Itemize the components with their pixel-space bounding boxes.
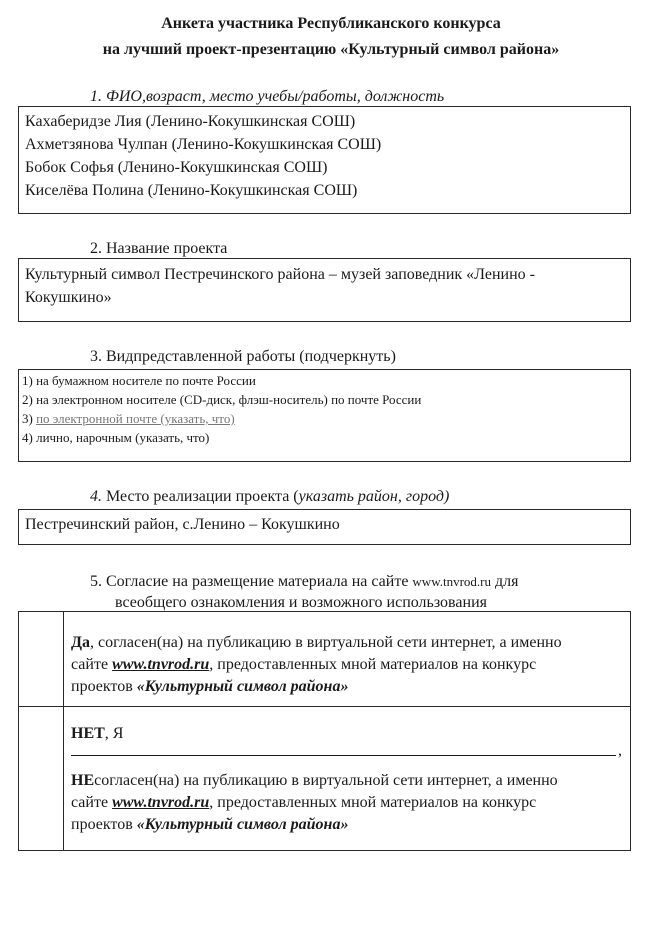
form-title-line-2: на лучший проект-презентацию «Культурный символ района» bbox=[102, 41, 560, 58]
form-title-line-1: Анкета участника Республиканского конкурса bbox=[161, 15, 501, 32]
section-2-heading: 2. Название проекта bbox=[90, 240, 228, 257]
project-name-line-2: Кокушкино» bbox=[25, 289, 112, 306]
consent-marker-column bbox=[63, 612, 64, 850]
section-5-heading-text: 5. Согласие на размещение материала на сайте bbox=[90, 573, 413, 590]
section-5-site: www.tnvrod.ru bbox=[412, 574, 492, 589]
work-type-option-1: 1) на бумажном носителе по почте России bbox=[22, 373, 256, 388]
consent-name-line[interactable] bbox=[71, 755, 616, 756]
consent-no-lead: НЕТ bbox=[71, 725, 105, 742]
section-4-heading-italic: указать район, город) bbox=[298, 488, 450, 505]
participants-box bbox=[18, 106, 631, 214]
consent-yes-line-3 bbox=[71, 676, 626, 698]
consent-yes-lead: Да bbox=[71, 634, 91, 651]
consent-no-line-1 bbox=[71, 770, 626, 792]
work-type-box bbox=[18, 369, 631, 462]
consent-no-contest: «Культурный символ района» bbox=[136, 816, 349, 833]
work-type-option-3 bbox=[19, 409, 630, 428]
consent-no-line-2-a: сайте bbox=[71, 794, 113, 811]
consent-no-comma: , bbox=[618, 742, 622, 759]
consent-no-lead-rest: , Я bbox=[104, 725, 124, 742]
consent-yes-line-1 bbox=[71, 632, 626, 654]
work-type-option-4: 4) лично, нарочным (указать, что) bbox=[22, 430, 210, 445]
consent-yes-contest: «Культурный символ района» bbox=[136, 678, 349, 695]
section-4-heading-main: Место реализации проекта ( bbox=[102, 488, 299, 505]
consent-no-site-link[interactable]: www.tnvrod.ru bbox=[112, 794, 210, 811]
consent-table bbox=[18, 611, 631, 851]
section-3-heading: 3. Видпредставленной работы (подчеркнуть) bbox=[90, 348, 396, 365]
section-4-number: 4. bbox=[90, 488, 102, 505]
consent-yes-line-2-a: сайте bbox=[71, 656, 113, 673]
consent-no-lead-line bbox=[71, 723, 626, 745]
consent-yes-site-link[interactable]: www.tnvrod.ru bbox=[112, 656, 210, 673]
project-name-box bbox=[18, 258, 631, 322]
section-5-heading-line-1 bbox=[90, 572, 519, 592]
work-type-option-2: 2) на электронном носителе (CD-диск, флэш-носитель) по почте России bbox=[22, 392, 422, 407]
consent-yes-line-2 bbox=[71, 654, 626, 676]
consent-yes-line-2-b: , предоставленных мной материалов на конкурс bbox=[209, 656, 537, 673]
location-value: Пестречинский район, с.Ленино – Кокушкино bbox=[25, 516, 340, 533]
project-name-line-1: Культурный символ Пестречинского района – музей заповедник «Ленино - bbox=[25, 266, 536, 283]
section-5-heading-line-2: всеобщего ознакомления и возможного использования bbox=[115, 594, 487, 611]
consent-no-lead-2: НЕ bbox=[71, 772, 95, 789]
consent-row-divider bbox=[19, 706, 630, 707]
participant-3: Бобок Софья (Ленино-Кокушкинская СОШ) bbox=[25, 159, 328, 176]
consent-no-line-2 bbox=[71, 792, 626, 814]
consent-no-line-3-a: проектов bbox=[71, 816, 137, 833]
work-type-option-3-underlined: по электронной почте (указать, что) bbox=[36, 411, 235, 426]
consent-yes-line-3-a: проектов bbox=[71, 678, 137, 695]
section-1-heading: 1. ФИО,возраст, место учебы/работы, должность bbox=[90, 88, 445, 105]
section-5-heading-tail: для bbox=[491, 573, 519, 590]
participant-4: Киселёва Полина (Ленино-Кокушкинская СОШ) bbox=[25, 182, 358, 199]
consent-no-line-1-rest: согласен(на) на публикацию в виртуальной сети интернет, а именно bbox=[94, 772, 558, 789]
consent-yes-text bbox=[71, 632, 626, 698]
consent-no-text bbox=[71, 770, 626, 836]
consent-no-line-2-b: , предоставленных мной материалов на конкурс bbox=[209, 794, 537, 811]
participant-2: Ахметзянова Чулпан (Ленино-Кокушкинская СОШ) bbox=[25, 136, 382, 153]
work-type-option-3-number: 3) bbox=[22, 411, 37, 426]
section-4-heading bbox=[90, 487, 449, 507]
consent-yes-line-1-rest: , согласен(на) на публикацию в виртуальной сети интернет, а именно bbox=[90, 634, 562, 651]
participant-1: Кахаберидзе Лия (Ленино-Кокушкинская СОШ) bbox=[25, 113, 356, 130]
consent-no-line-3 bbox=[71, 814, 626, 836]
location-box bbox=[18, 509, 631, 545]
